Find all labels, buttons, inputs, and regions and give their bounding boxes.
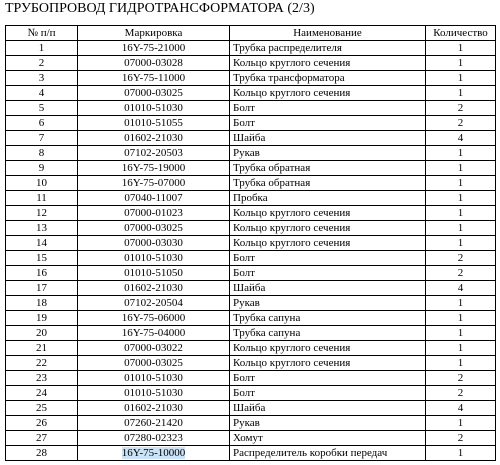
cell-marking: 01602-21030 (124, 282, 183, 294)
cell-marking: 01602-21030 (124, 132, 183, 144)
cell-name: Трубка распределителя (233, 42, 342, 54)
cell-quantity: 2 (457, 267, 464, 279)
cell-quantity: 1 (457, 237, 464, 249)
table-row (6, 131, 496, 146)
cell-marking: 07000-03022 (124, 342, 183, 354)
table-row (6, 206, 496, 221)
cell-number: 12 (36, 207, 47, 219)
column-header-number: № п/п (6, 26, 78, 41)
cell-name: Кольцо круглого сечения (233, 87, 351, 99)
parts-table (5, 25, 496, 461)
cell-number: 21 (36, 342, 47, 354)
document-title: ТРУБОПРОВОД ГИДРОТРАНСФОРМАТОРА (2/3) (5, 1, 315, 16)
cell-name: Трубка обратная (233, 177, 311, 189)
table-row (6, 431, 496, 446)
cell-name: Трубка сапуна (233, 327, 301, 339)
cell-number: 5 (38, 102, 45, 114)
cell-marking: 16Y-75-21000 (121, 42, 186, 54)
table-row (6, 41, 496, 56)
table-row (6, 116, 496, 131)
cell-number: 4 (38, 87, 45, 99)
cell-number: 1 (38, 42, 45, 54)
table-row (6, 56, 496, 71)
cell-marking: 01010-51030 (124, 387, 183, 399)
cell-quantity: 4 (457, 282, 464, 294)
cell-name: Кольцо круглого сечения (233, 57, 351, 69)
table-row (6, 161, 496, 176)
cell-quantity: 1 (457, 72, 464, 84)
cell-marking: 07280-02323 (124, 432, 183, 444)
cell-quantity: 1 (457, 87, 464, 99)
cell-name: Кольцо круглого сечения (233, 237, 351, 249)
cell-name: Хомут (233, 432, 263, 444)
table-row (6, 416, 496, 431)
cell-name: Болт (233, 387, 255, 399)
cell-quantity: 1 (457, 447, 464, 459)
cell-name: Трубка обратная (233, 162, 311, 174)
cell-quantity: 1 (457, 357, 464, 369)
cell-number: 19 (36, 312, 47, 324)
cell-quantity: 2 (457, 372, 464, 384)
cell-number: 24 (36, 387, 47, 399)
cell-name: Пробка (233, 192, 268, 204)
cell-number: 26 (36, 417, 47, 429)
cell-marking: 07102-20503 (124, 147, 183, 159)
cell-quantity: 1 (457, 57, 464, 69)
cell-name: Болт (233, 267, 255, 279)
cell-quantity: 2 (457, 102, 464, 114)
cell-marking: 01010-51030 (124, 102, 183, 114)
cell-quantity: 1 (457, 342, 464, 354)
table-row (6, 401, 496, 416)
cell-marking: 07260-21420 (124, 417, 183, 429)
cell-number: 17 (36, 282, 47, 294)
cell-number: 3 (38, 72, 45, 84)
cell-number: 9 (38, 162, 45, 174)
cell-name: Болт (233, 117, 255, 129)
cell-quantity: 1 (457, 42, 464, 54)
table-row (6, 266, 496, 281)
cell-name: Болт (233, 102, 255, 114)
cell-marking: 16Y-75-11000 (121, 72, 186, 84)
cell-name: Распределитель коробки передач (233, 447, 388, 459)
cell-marking: 01010-51050 (124, 267, 183, 279)
cell-marking: 07000-03030 (124, 237, 183, 249)
table-row (6, 101, 496, 116)
cell-quantity: 1 (457, 297, 464, 309)
table-row (6, 296, 496, 311)
cell-quantity: 2 (457, 387, 464, 399)
cell-marking: 07000-01023 (124, 207, 183, 219)
cell-number: 27 (36, 432, 47, 444)
cell-number: 11 (36, 192, 47, 204)
cell-quantity: 1 (457, 192, 464, 204)
cell-marking: 16Y-75-10000 (121, 447, 186, 459)
table-row (6, 341, 496, 356)
cell-marking: 07040-11007 (124, 192, 183, 204)
cell-number: 6 (38, 117, 45, 129)
cell-quantity: 1 (457, 327, 464, 339)
table-row (6, 191, 496, 206)
cell-number: 28 (36, 447, 47, 459)
cell-quantity: 1 (457, 147, 464, 159)
cell-number: 20 (36, 327, 47, 339)
cell-marking: 01010-51030 (124, 252, 183, 264)
table-row (6, 176, 496, 191)
table-row (6, 86, 496, 101)
cell-marking: 07000-03025 (124, 357, 183, 369)
cell-name: Рукав (233, 297, 260, 309)
cell-marking: 07000-03025 (124, 222, 183, 234)
cell-marking: 16Y-75-06000 (121, 312, 186, 324)
cell-marking: 07102-20504 (124, 297, 183, 309)
cell-quantity: 2 (457, 117, 464, 129)
cell-name: Болт (233, 372, 255, 384)
cell-quantity: 1 (457, 222, 464, 234)
cell-number: 23 (36, 372, 47, 384)
cell-number: 13 (36, 222, 47, 234)
table-row (6, 251, 496, 266)
cell-number: 2 (38, 57, 45, 69)
table-row (6, 446, 496, 461)
cell-name: Кольцо круглого сечения (233, 342, 351, 354)
table-row (6, 371, 496, 386)
cell-marking: 16Y-75-07000 (121, 177, 186, 189)
table-body (6, 41, 496, 461)
table-row (6, 386, 496, 401)
cell-name: Шайба (233, 402, 266, 414)
cell-marking: 16Y-75-19000 (121, 162, 186, 174)
table-row (6, 236, 496, 251)
cell-marking: 01602-21030 (124, 402, 183, 414)
cell-name: Шайба (233, 282, 266, 294)
cell-quantity: 4 (457, 402, 464, 414)
cell-number: 22 (36, 357, 47, 369)
cell-name: Кольцо круглого сечения (233, 222, 351, 234)
cell-number: 25 (36, 402, 47, 414)
table-row (6, 221, 496, 236)
cell-marking: 01010-51055 (124, 117, 183, 129)
column-header-name: Наименование (230, 26, 426, 41)
cell-quantity: 1 (457, 177, 464, 189)
cell-marking: 07000-03028 (124, 57, 183, 69)
cell-name: Рукав (233, 417, 260, 429)
cell-number: 16 (36, 267, 47, 279)
cell-marking: 01010-51030 (124, 372, 183, 384)
table-row (6, 71, 496, 86)
cell-quantity: 1 (457, 162, 464, 174)
table-row (6, 281, 496, 296)
table-header-row (6, 26, 496, 41)
table-row (6, 146, 496, 161)
cell-number: 8 (38, 147, 45, 159)
cell-name: Болт (233, 252, 255, 264)
cell-quantity: 4 (457, 132, 464, 144)
cell-name: Кольцо круглого сечения (233, 207, 351, 219)
cell-marking: 16Y-75-04000 (121, 327, 186, 339)
column-header-quantity: Количество (426, 26, 496, 41)
table-row (6, 326, 496, 341)
cell-number: 7 (38, 132, 45, 144)
cell-name: Кольцо круглого сечения (233, 357, 351, 369)
cell-name: Рукав (233, 147, 260, 159)
cell-quantity: 1 (457, 207, 464, 219)
cell-quantity: 2 (457, 252, 464, 264)
cell-name: Трубка трансформатора (233, 72, 345, 84)
cell-quantity: 2 (457, 432, 464, 444)
cell-number: 10 (36, 177, 47, 189)
table-row (6, 356, 496, 371)
cell-number: 15 (36, 252, 47, 264)
cell-marking: 07000-03025 (124, 87, 183, 99)
cell-name: Шайба (233, 132, 266, 144)
cell-name: Трубка сапуна (233, 312, 301, 324)
cell-number: 14 (36, 237, 47, 249)
cell-quantity: 1 (457, 417, 464, 429)
column-header-marking: Маркировка (78, 26, 230, 41)
table-row (6, 311, 496, 326)
cell-quantity: 1 (457, 312, 464, 324)
cell-number: 18 (36, 297, 47, 309)
